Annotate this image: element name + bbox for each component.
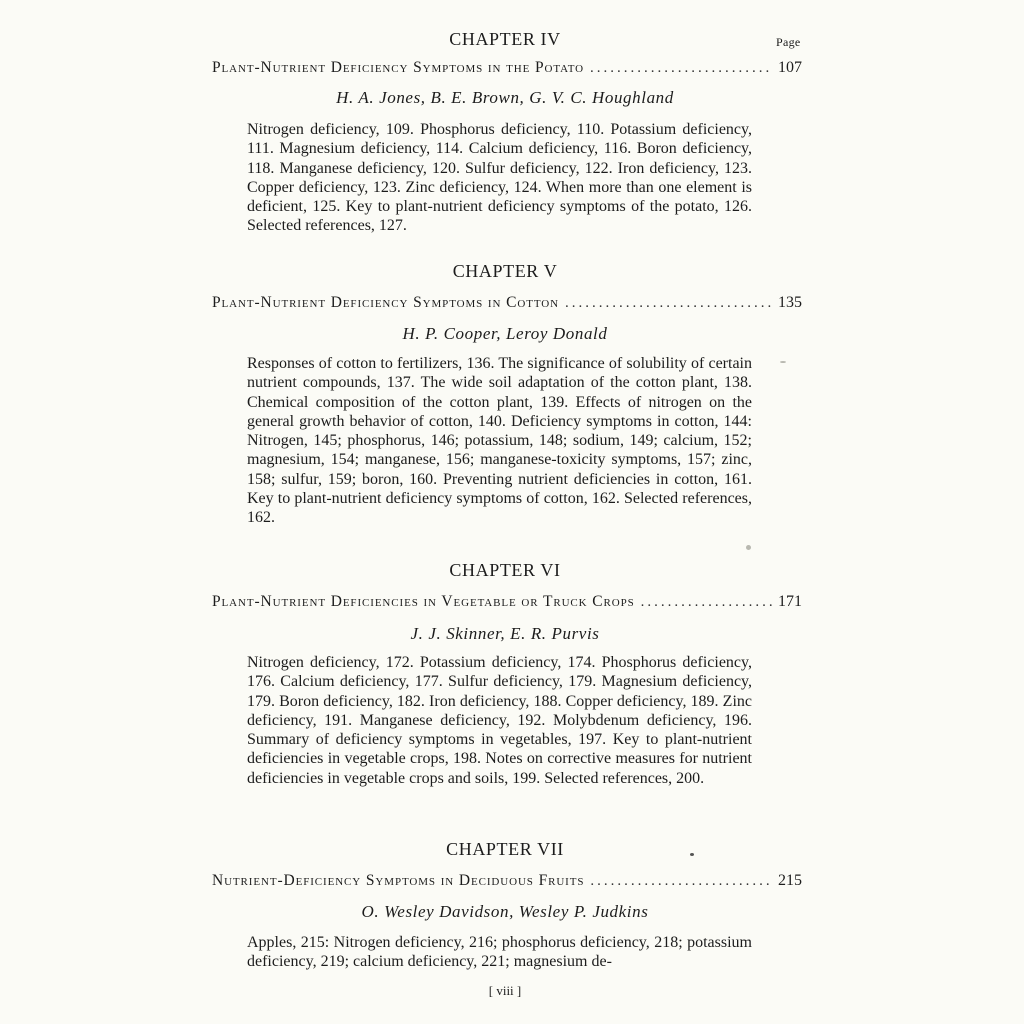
dot-leader [590,60,772,77]
chapter-summary: Responses of cotton to fertilizers, 136. The significance of solubility of certain nutrient compounds, 137. The wide soil adaptation of the cotton plant, 138. Chemical composition of the cotton plant, 139. Effects of nitrogen on the general growth behavior of cotton, 140. Deficiency symptoms in cotton, 144: Nitrogen, 145; phosphorus, 146; potassium, 148; sodium, 149; calcium, 152; magnesium, 154; manganese, 156; manganese-toxicity symptoms, 157; zinc, 158; sulfur, 159; boron, 160. Preventing nutrient deficiencies in cotton, 161. Key to plant-nutrient deficiency symptoms of cotton, 162. Selected references, 162. [247,355,752,527]
toc-entry[interactable] [212,294,802,312]
page-number: 107 [778,59,802,76]
chapter-authors: H. P. Cooper, Leroy Donald [402,324,608,343]
toc-entry[interactable] [212,872,802,890]
page-folio: [ viii ] [488,983,522,998]
chapter-summary: Nitrogen deficiency, 109. Phosphorus deficiency, 110. Potassium deficiency, 111. Magnesium deficiency, 114. Calcium deficiency, 116. Boron deficiency, 118. Manganese deficiency, 120. Sulfur deficiency, 122. Iron deficiency, 123. Copper deficiency, 123. Zinc deficiency, 124. When more than one element is deficient, 125. Key to plant-nutrient deficiency symptoms of the potato, 126. Selected references, 127. [247,121,752,235]
paper-speck [746,545,751,550]
toc-entry[interactable] [212,59,802,77]
chapter-authors: J. J. Skinner, E. R. Purvis [410,624,600,643]
page-number: 215 [778,872,802,889]
chapter-heading: CHAPTER VII [446,839,564,859]
chapter-heading: CHAPTER V [452,261,558,281]
dot-leader [641,594,772,611]
paper-speck [780,361,786,363]
page-number: 135 [778,294,802,311]
chapter-authors: H. A. Jones, B. E. Brown, G. V. C. Houghland [336,88,674,107]
chapter-heading: CHAPTER IV [449,29,561,49]
page-column-label: Page [776,35,801,49]
dot-leader [590,873,772,890]
toc-entry[interactable] [212,593,802,611]
dot-leader [565,295,772,312]
chapter-title: Plant-Nutrient Deficiency Symptoms in the Potato [212,59,584,76]
chapter-title: Plant-Nutrient Deficiency Symptoms in Cotton [212,294,559,311]
chapter-title: Plant-Nutrient Deficiencies in Vegetable or Truck Crops [212,593,635,610]
chapter-title: Nutrient-Deficiency Symptoms in Deciduous Fruits [212,872,585,889]
chapter-summary: Nitrogen deficiency, 172. Potassium deficiency, 174. Phosphorus deficiency, 176. Calcium deficiency, 177. Sulfur deficiency, 179. Magnesium deficiency, 179. Boron deficiency, 182. Iron deficiency, 188. Copper deficiency, 189. Zinc deficiency, 191. Manganese deficiency, 192. Molybdenum deficiency, 196. Summary of deficiency symptoms in vegetables, 197. Key to plant-nutrient deficiencies in vegetable crops, 198. Notes on corrective measures for nutrient deficiencies in vegetable crops and soils, 199. Selected references, 200. [247,654,752,787]
chapter-authors: O. Wesley Davidson, Wesley P. Judkins [361,902,649,921]
chapter-heading: CHAPTER VI [449,560,561,580]
paper-speck [690,853,694,856]
chapter-summary: Apples, 215: Nitrogen deficiency, 216; phosphorus deficiency, 218; potassium deficiency, 219; calcium deficiency, 221; magnesium de- [247,934,752,971]
page-number: 171 [778,593,802,610]
